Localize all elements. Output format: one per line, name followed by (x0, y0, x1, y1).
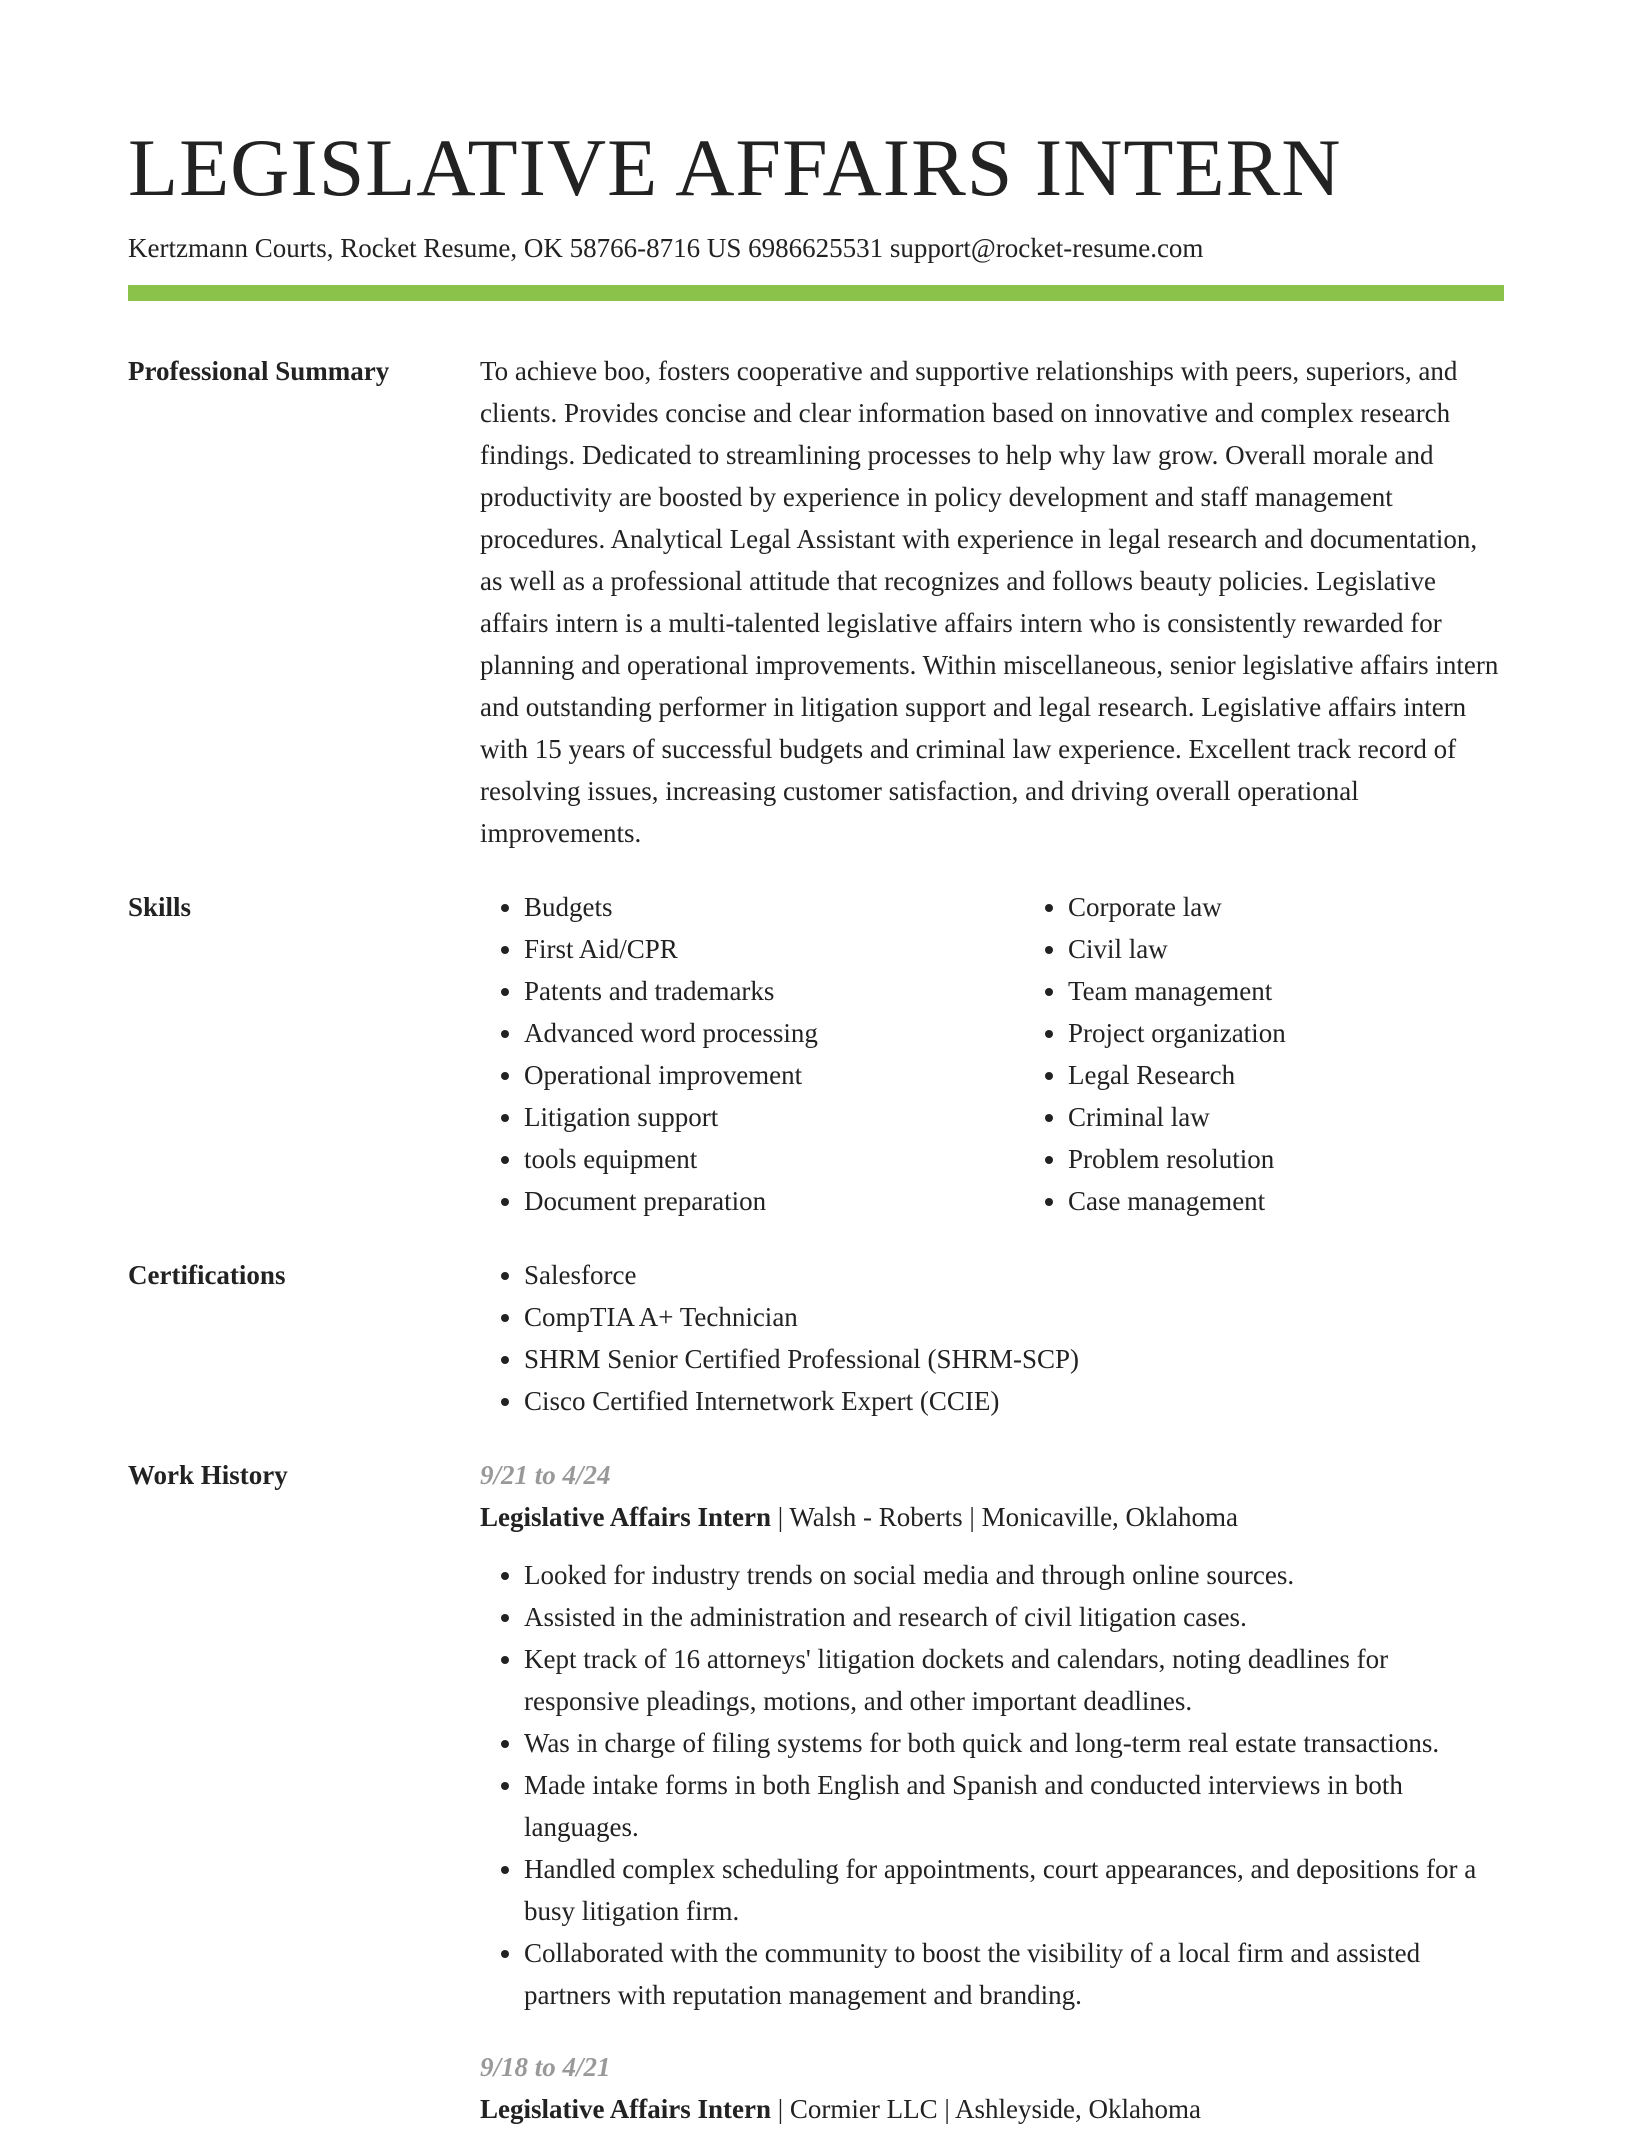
skill-item: • Budgets (524, 886, 984, 928)
skill-item: • Legal Research (1068, 1054, 1528, 1096)
summary-text: To achieve boo, fosters cooperative and supportive relationships with peers, superiors, and clients. Provides concise and clear information based on innovative and complex research findings. Dedicated to streamlining processes to help why law grow. Overall morale and productivity are boosted by experience in policy development and staff management procedures. Analytical Legal Assistant with experience in legal research and documentation, as well as a professional attitude that recognizes and follows beauty policies. Legislative affairs intern is a multi-talented legislative affairs intern who is consistently rewarded for planning and operational improvements. Within miscellaneous, senior legislative affairs intern and outstanding performer in litigation support and legal research. Legislative affairs intern with 15 years of successful budgets and criminal law experience. Excellent track record of resolving issues, increasing customer satisfaction, and driving overall operational improvements. (480, 356, 1499, 848)
skills-section (480, 886, 1506, 1222)
job-dates: 9/21 to 4/24 (480, 1460, 611, 1490)
job-bullet: • Kept track of 16 attorneys' litigation dockets and calendars, noting deadlines for responsive pleadings, motions, and other important deadlines. (524, 1638, 1506, 1722)
job-bullet: • Made intake forms in both English and Spanish and conducted interviews in both languages. (524, 1764, 1506, 1848)
job-heading (480, 1496, 1506, 1538)
job-bullet: • Handled complex scheduling for appointments, court appearances, and depositions for a busy litigation firm. (524, 1848, 1506, 1932)
skills-list-left (480, 886, 984, 1222)
skill-item: • Litigation support (524, 1096, 984, 1138)
skill-item: • Advanced word processing (524, 1012, 984, 1054)
job-entry (480, 2046, 1506, 2130)
job-bullet: • Was in charge of filing systems for both quick and long-term real estate transactions. (524, 1722, 1506, 1764)
skill-item: • Civil law (1068, 928, 1528, 970)
skill-item: • Document preparation (524, 1180, 984, 1222)
job-title: Legislative Affairs Intern (480, 1502, 771, 1532)
certification-item: • CompTIA A+ Technician (524, 1296, 1506, 1338)
job-details: | Walsh - Roberts | Monicaville, Oklahoma (770, 1502, 1239, 1532)
work-history-heading: Work History (128, 1460, 288, 1490)
skill-item: • Team management (1068, 970, 1528, 1012)
skill-item: • Corporate law (1068, 886, 1528, 928)
skills-list-right (984, 886, 1528, 1222)
certification-item: • Cisco Certified Internetwork Expert (CCIE) (524, 1380, 1506, 1422)
skill-item: • Patents and trademarks (524, 970, 984, 1012)
certifications-section (480, 1254, 1506, 1422)
contact-line: Kertzmann Courts, Rocket Resume, OK 58766-8716 US 6986625531 support@rocket-resume.com (128, 233, 1204, 263)
work-history-section (480, 1454, 1506, 2146)
job-bullet: • Collaborated with the community to boost the visibility of a local firm and assisted partners with reputation management and branding. (524, 1932, 1506, 2016)
summary-heading: Professional Summary (128, 356, 390, 386)
certification-item: • Salesforce (524, 1254, 1506, 1296)
skill-item: • Case management (1068, 1180, 1528, 1222)
skill-item: • Project organization (1068, 1012, 1528, 1054)
certifications-heading: Certifications (128, 1260, 286, 1290)
job-bullets (480, 1554, 1506, 2016)
skill-item: • tools equipment (524, 1138, 984, 1180)
job-heading (480, 2088, 1506, 2130)
certifications-list (480, 1254, 1506, 1422)
summary-section (480, 350, 1506, 854)
job-title: Legislative Affairs Intern (480, 2094, 771, 2124)
skill-item: • First Aid/CPR (524, 928, 984, 970)
job-bullet: • Assisted in the administration and research of civil litigation cases. (524, 1596, 1506, 1638)
skill-item: • Problem resolution (1068, 1138, 1528, 1180)
skill-item: • Criminal law (1068, 1096, 1528, 1138)
job-dates: 9/18 to 4/21 (480, 2052, 611, 2082)
accent-divider (128, 285, 1504, 301)
resume-title: LEGISLATIVE AFFAIRS INTERN (128, 122, 1342, 213)
job-details: | Cormier LLC | Ashleyside, Oklahoma (770, 2094, 1201, 2124)
certification-item: • SHRM Senior Certified Professional (SHRM-SCP) (524, 1338, 1506, 1380)
skills-heading: Skills (128, 892, 192, 922)
skill-item: • Operational improvement (524, 1054, 984, 1096)
job-entry (480, 1454, 1506, 2016)
job-bullet: • Looked for industry trends on social media and through online sources. (524, 1554, 1506, 1596)
